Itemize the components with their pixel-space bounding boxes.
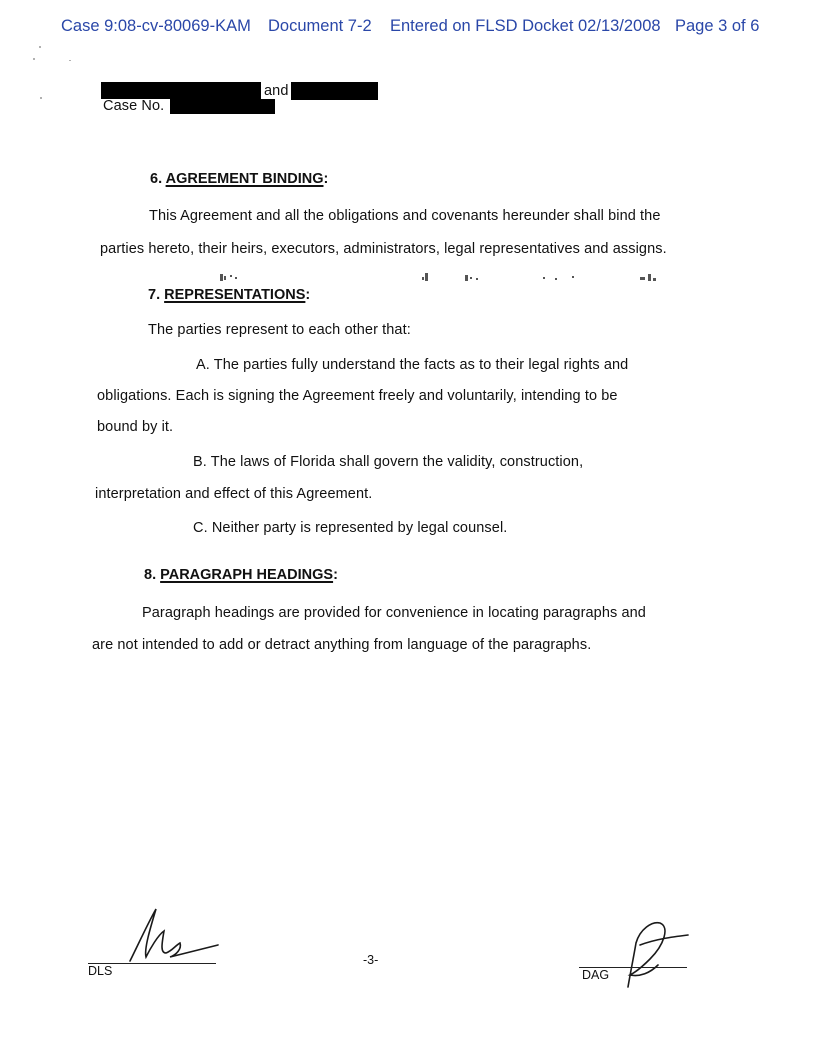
redaction-block (101, 82, 261, 99)
scan-speck (33, 58, 35, 60)
caption-connector: and (264, 83, 289, 99)
scan-speck (69, 60, 71, 61)
section-7a-line-3: bound by it. (97, 419, 174, 435)
scan-speck (39, 46, 41, 48)
section-7c-line-1: C. Neither party is represented by legal counsel. (193, 520, 508, 536)
case-number-label: Case No. (103, 98, 165, 114)
docket-case-number: Case 9:08-cv-80069-KAM (61, 17, 251, 35)
initials-right: DAG (582, 968, 610, 982)
section-7a-line-1: A. The parties fully understand the facts as to their legal rights and (196, 357, 629, 373)
section-7-title: REPRESENTATIONS (164, 287, 306, 303)
section-7-heading (148, 287, 310, 303)
section-8-line-2: are not intended to add or detract anything from language of the paragraphs. (92, 637, 592, 653)
redaction-block (170, 99, 275, 114)
docket-page-count: Page 3 of 6 (675, 17, 760, 35)
section-8-heading (144, 567, 338, 583)
section-8-title: PARAGRAPH HEADINGS (160, 567, 334, 583)
section-8-colon: : (333, 567, 338, 583)
section-7b-line-2: interpretation and effect of this Agreement. (95, 486, 373, 502)
section-8-number: 8. (144, 567, 157, 583)
section-6-heading (150, 171, 328, 187)
section-6-colon: : (323, 171, 329, 187)
signature-dls (110, 905, 225, 965)
section-7b-line-1: B. The laws of Florida shall govern the validity, construction, (193, 454, 584, 470)
section-6-number: 6. (150, 171, 163, 187)
section-6-title: AGREEMENT BINDING (165, 171, 324, 187)
section-7a-line-2: obligations. Each is signing the Agreement freely and voluntarily, intending to be (97, 388, 618, 404)
scan-speck (40, 97, 42, 99)
section-7-colon: : (305, 287, 311, 303)
scan-artifact (210, 268, 670, 288)
section-7-number: 7. (148, 287, 161, 303)
section-8-line-1: Paragraph headings are provided for convenience in locating paragraphs and (142, 605, 646, 621)
docket-document-number: Document 7-2 (268, 17, 372, 35)
section-6-line-1: This Agreement and all the obligations and covenants hereunder shall bind the (149, 208, 661, 224)
signature-dag (600, 915, 695, 993)
section-7-intro: The parties represent to each other that: (148, 322, 411, 338)
docket-entered-date: Entered on FLSD Docket 02/13/2008 (390, 17, 661, 35)
page-number: -3- (363, 953, 379, 967)
initials-left: DLS (88, 964, 113, 978)
redaction-block (291, 82, 378, 100)
section-6-line-2: parties hereto, their heirs, executors, administrators, legal representatives and assigns. (100, 241, 667, 257)
